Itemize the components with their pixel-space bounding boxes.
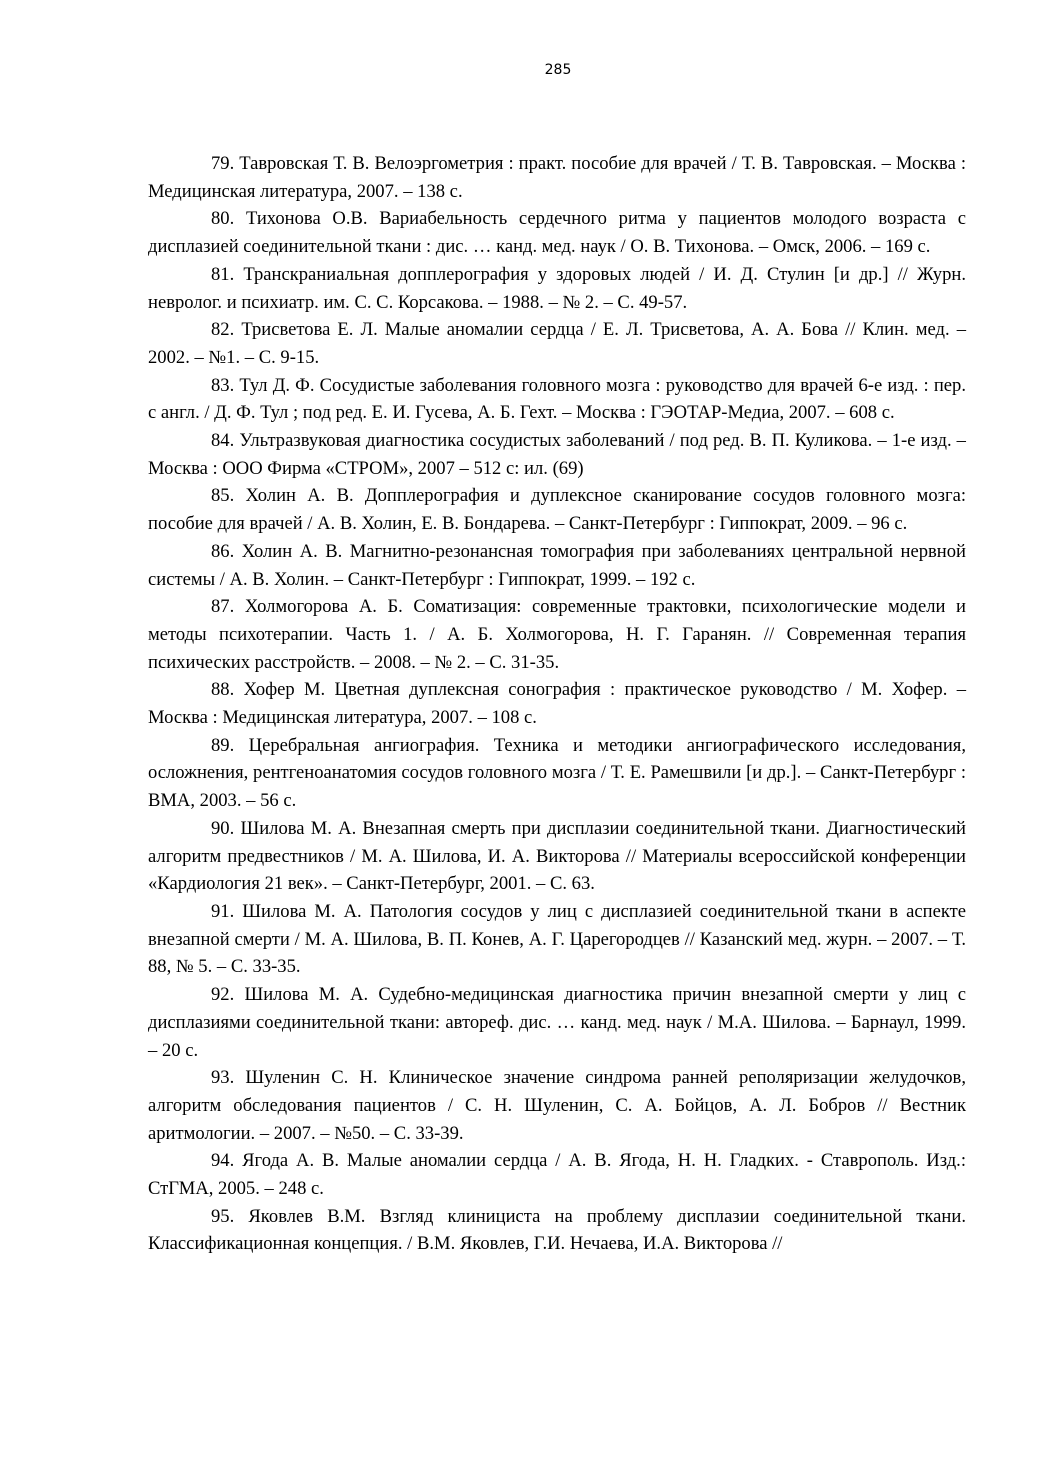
reference-text: Церебральная ангиография. Техника и методики ангиографического исследования, осложнения, рентгеноанатомия сосудов головного мозга / Т. Е. Рамешвили [и др.]. – Санкт-Петербург : ВМА, 2003. – 56 с. (148, 734, 966, 812)
reference-number: 93. (211, 1067, 235, 1089)
reference-number: 95. (211, 1205, 235, 1227)
reference-item-87 (148, 593, 966, 676)
reference-item-94 (148, 1147, 966, 1202)
reference-number: 87. (211, 596, 235, 618)
reference-item-82 (148, 316, 966, 371)
reference-item-91 (148, 898, 966, 981)
reference-number: 80. (211, 208, 235, 230)
reference-number: 82. (211, 319, 235, 341)
reference-item-95 (148, 1203, 966, 1258)
reference-text: Шилова М. А. Патология сосудов у лиц с дисплазией соединительной ткани в аспекте внезапной смерти / М. А. Шилова, В. П. Конев, А. Г. Царегородцев // Казанский мед. журн. – 2007. – Т. 88, № 5. – С. 33-35. (148, 900, 966, 978)
reference-number: 85. (211, 485, 235, 507)
reference-number: 88. (211, 679, 235, 701)
reference-item-83 (148, 372, 966, 427)
reference-text: Ультразвуковая диагностика сосудистых заболеваний / под ред. В. П. Куликова. – 1-е изд. – Москва : ООО Фирма «СТРОМ», 2007 – 512 с: ил. (69) (148, 430, 966, 479)
reference-text: Транскраниальная допплерография у здоровых людей / И. Д. Стулин [и др.] // Журн. невролог. и психиатр. им. С. С. Корсакова. – 1988. – № 2. – С. 49-57. (148, 263, 966, 313)
reference-item-80 (148, 205, 966, 260)
reference-item-88 (148, 676, 966, 731)
reference-text: Тавровская Т. В. Велоэргометрия : практ. пособие для врачей / Т. В. Тавровская. – Москва : Медицинская литература, 2007. – 138 с. (148, 153, 966, 202)
reference-number: 94. (211, 1150, 235, 1172)
reference-item-89 (148, 732, 966, 815)
reference-text: Трисветова Е. Л. Малые аномалии сердца / Е. Л. Трисветова, А. А. Бова // Клин. мед. – 2002. – №1. – С. 9-15. (148, 319, 966, 368)
reference-item-85 (148, 482, 966, 537)
reference-item-92 (148, 981, 966, 1064)
reference-number: 92. (211, 984, 235, 1006)
reference-text: Тул Д. Ф. Сосудистые заболевания головного мозга : руководство для врачей 6-е изд. : пер. с англ. / Д. Ф. Тул ; под ред. Е. И. Гусева, А. Б. Гехт. – Москва : ГЭОТАР-Медиа, 2007. – 608 с. (148, 374, 966, 424)
reference-text: Ягода А. В. Малые аномалии сердца / А. В. Ягода, Н. Н. Гладких. - Ставрополь. Изд.: СтГМА, 2005. – 248 с. (148, 1150, 966, 1200)
reference-number: 91. (211, 900, 235, 922)
reference-number: 81. (211, 263, 235, 285)
page-number: 285 (544, 62, 572, 78)
reference-item-90 (148, 815, 966, 898)
reference-list (148, 150, 966, 1258)
reference-text: Шилова М. А. Внезапная смерть при дисплазии соединительной ткани. Диагностический алгоритм предвестников / М. А. Шилова, И. А. Викторова // Материалы всероссийской конференции «Кардиология 21 век». – Санкт-Петербург, 2001. – С. 63. (148, 817, 966, 895)
reference-item-79 (148, 150, 966, 205)
reference-text: Шуленин С. Н. Клиническое значение синдрома ранней реполяризации желудочков, алгоритм обследования пациентов / С. Н. Шуленин, С. А. Бойцов, А. Л. Бобров // Вестник аритмологии. – 2007. – №50. – С. 33-39. (148, 1067, 966, 1144)
reference-text: Холмогорова А. Б. Соматизация: современные трактовки, психологические модели и методы психотерапии. Часть 1. / А. Б. Холмогорова, Н. Г. Гаранян. // Современная терапия психических расстройств. – 2008. – № 2. – С. 31-35. (148, 596, 966, 673)
reference-text: Яковлев В.М. Взгляд клинициста на проблему дисплазии соединительной ткани. Классификационная концепция. / В.М. Яковлев, Г.И. Нечаева, И.А. Викторова // (148, 1205, 966, 1255)
reference-text: Шилова М. А. Судебно-медицинская диагностика причин внезапной смерти у лиц с дисплазиями соединительной ткани: автореф. дис. … канд. мед. наук / М.А. Шилова. – Барнаул, 1999. – 20 с. (148, 984, 966, 1061)
reference-item-86 (148, 538, 966, 593)
reference-number: 86. (211, 540, 235, 562)
reference-item-84 (148, 427, 966, 482)
reference-text: Холин А. В. Магнитно-резонансная томография при заболеваниях центральной нервной системы / А. В. Холин. – Санкт-Петербург : Гиппократ, 1999. – 192 с. (148, 540, 967, 590)
reference-item-93 (148, 1064, 966, 1147)
reference-number: 83. (211, 374, 235, 396)
reference-text: Хофер М. Цветная дуплексная сонография : практическое руководство / М. Хофер. – Москва : Медицинская литература, 2007. – 108 с. (148, 679, 966, 729)
reference-number: 90. (211, 817, 235, 839)
reference-number: 79. (211, 153, 235, 174)
reference-text: Холин А. В. Допплерография и дуплексное сканирование сосудов головного мозга: пособие для врачей / А. В. Холин, Е. В. Бондарева. – Санкт-Петербург : Гиппократ, 2009. – 96 с. (148, 485, 967, 535)
reference-number: 89. (211, 734, 235, 756)
reference-item-81 (148, 261, 966, 316)
reference-text: Тихонова О.В. Вариабельность сердечного ритма у пациентов молодого возраста с дисплазией соединительной ткани : дис. … канд. мед. наук / О. В. Тихонова. – Омск, 2006. – 169 с. (148, 208, 966, 258)
reference-number: 84. (211, 430, 235, 452)
